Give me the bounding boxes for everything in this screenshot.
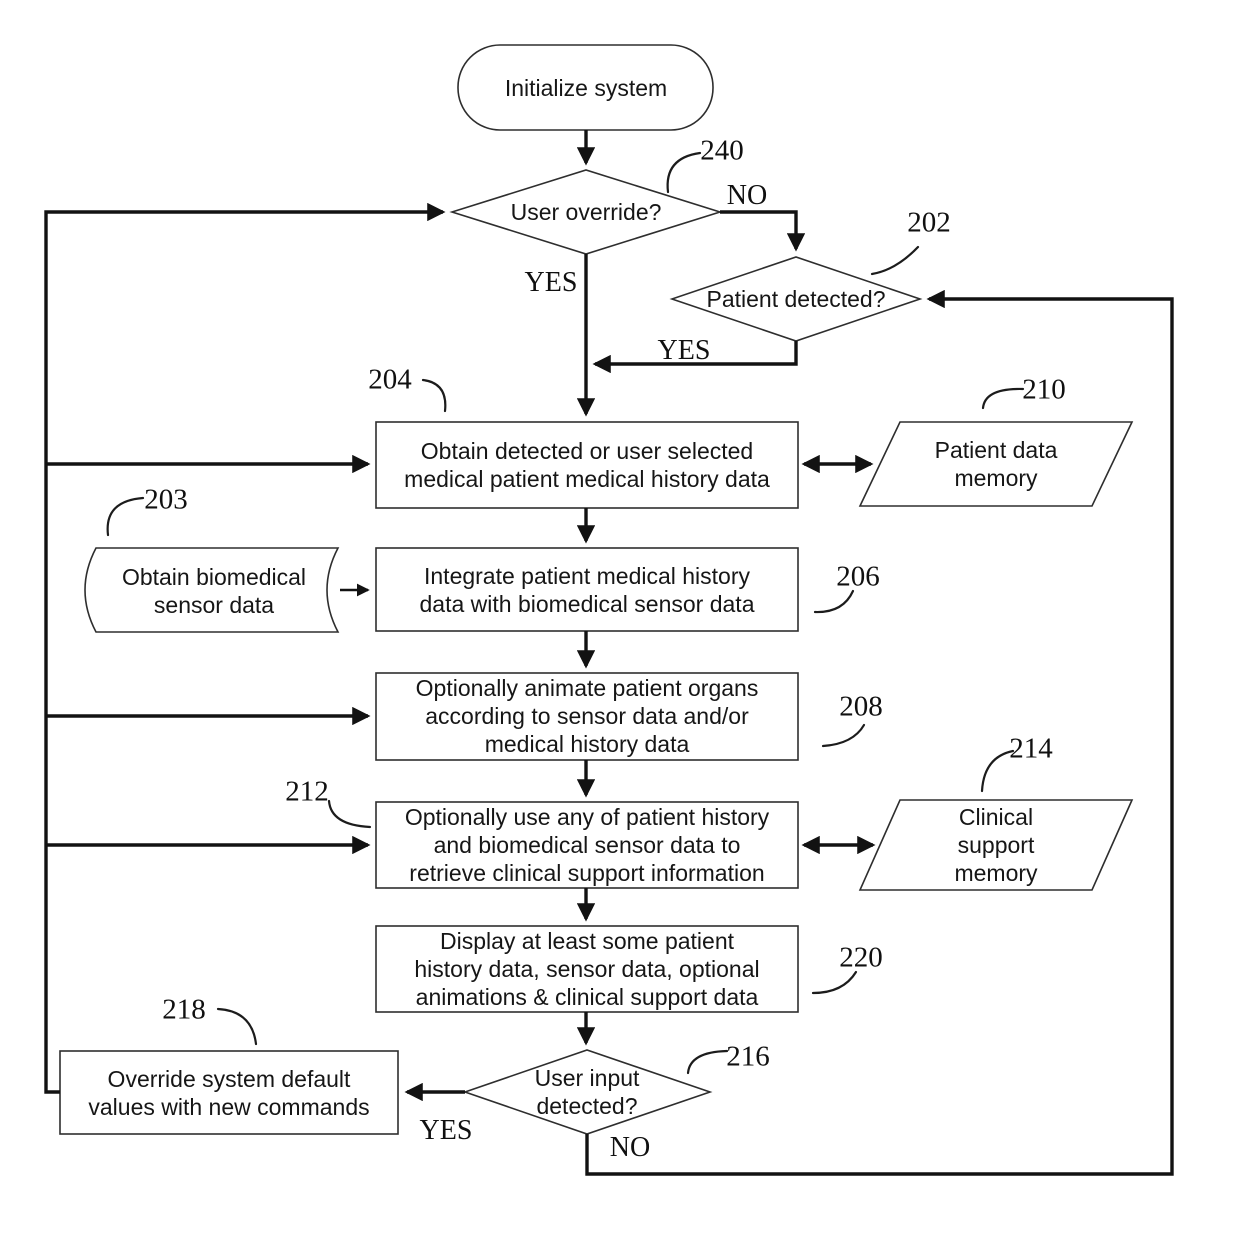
edge-label-input-no: NO xyxy=(609,1132,651,1163)
leader-210 xyxy=(983,389,1023,408)
node-retrieve-clinical: Optionally use any of patient history and biomedical sensor data to retrieve clinical support information xyxy=(404,804,770,886)
leader-220 xyxy=(813,972,856,993)
ref-label-202: 202 xyxy=(907,206,951,239)
ref-label-210: 210 xyxy=(1022,373,1066,406)
node-initialize-system: Initialize system xyxy=(504,75,668,101)
leader-218 xyxy=(218,1009,256,1044)
ref-label-240: 240 xyxy=(700,134,744,167)
node-obtain-sensor-data: Obtain biomedical sensor data xyxy=(121,564,307,618)
node-override-defaults: Override system default values with new commands xyxy=(88,1066,370,1120)
ref-label-208: 208 xyxy=(839,690,883,723)
ref-label-206: 206 xyxy=(836,560,880,593)
edge-override-no-to-patient xyxy=(720,212,796,249)
leader-203 xyxy=(108,498,143,535)
leader-206 xyxy=(815,591,853,612)
ref-label-214: 214 xyxy=(1009,732,1053,765)
ref-label-203: 203 xyxy=(144,483,188,516)
ref-label-218: 218 xyxy=(162,993,206,1026)
ref-label-204: 204 xyxy=(368,363,412,396)
leader-216 xyxy=(688,1051,727,1073)
edge-label-patient-yes: YES xyxy=(657,335,711,366)
leader-212 xyxy=(329,801,370,827)
leader-240 xyxy=(668,153,700,192)
edge-label-override-no: NO xyxy=(726,180,768,211)
node-user-input-detected: User input detected? xyxy=(534,1065,640,1119)
ref-label-220: 220 xyxy=(839,941,883,974)
node-patient-data-memory: Patient data memory xyxy=(934,437,1058,491)
node-display-data: Display at least some patient history data, sensor data, optional animations & clinical support data xyxy=(414,928,760,1010)
node-user-override: User override? xyxy=(510,199,662,225)
leader-202 xyxy=(872,247,918,274)
edge-label-override-yes: YES xyxy=(524,267,578,298)
edge-override-box-feedback xyxy=(46,212,443,1092)
ref-label-212: 212 xyxy=(285,775,329,808)
node-obtain-history: Obtain detected or user selected medical patient medical history data xyxy=(404,438,770,492)
edge-label-input-yes: YES xyxy=(419,1115,473,1146)
node-clinical-support-memory: Clinical support memory xyxy=(954,804,1038,886)
node-patient-detected: Patient detected? xyxy=(706,286,886,312)
node-animate-organs: Optionally animate patient organs according to sensor data and/or medical history data xyxy=(415,675,759,757)
leader-204 xyxy=(423,380,445,411)
ref-label-216: 216 xyxy=(726,1040,770,1073)
leader-208 xyxy=(823,725,864,746)
node-integrate: Integrate patient medical history data with biomedical sensor data xyxy=(419,563,755,617)
